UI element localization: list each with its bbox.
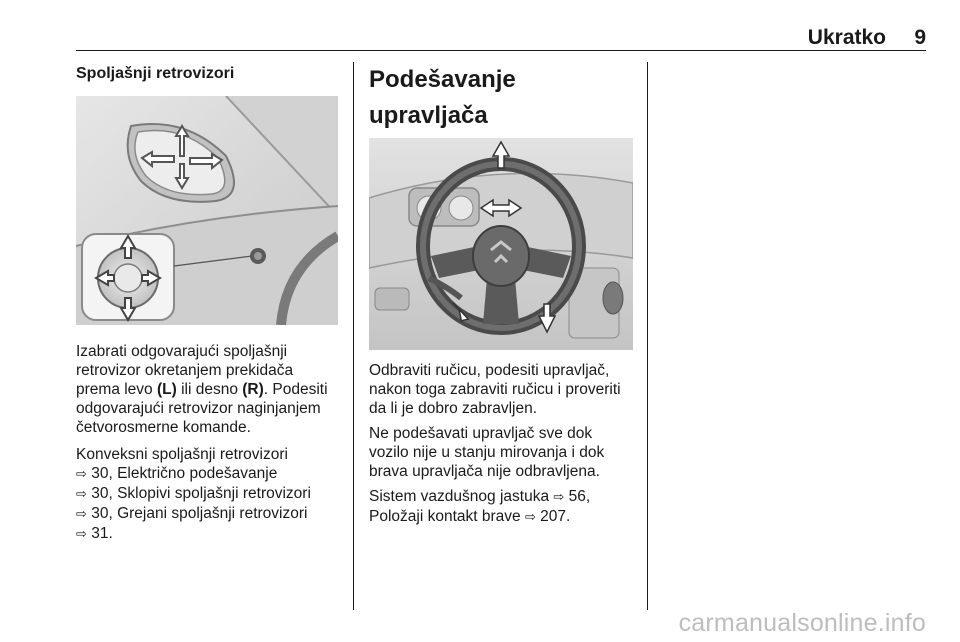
page-ref-arrow-icon: ⇨ bbox=[76, 527, 87, 542]
page-reference[interactable]: 30 bbox=[91, 465, 109, 482]
section-title: Ukratko bbox=[807, 26, 886, 49]
steering-heading: Podešavanje upravljača bbox=[369, 66, 516, 129]
page-number: 9 bbox=[914, 26, 926, 49]
page-reference[interactable]: 56 bbox=[568, 488, 586, 505]
reference-label: , Grejani spoljašnji retrovizori bbox=[108, 505, 308, 522]
page-ref-arrow-icon: ⇨ bbox=[76, 467, 87, 482]
text-segment: . bbox=[566, 508, 571, 525]
page-ref-arrow-icon: ⇨ bbox=[76, 507, 87, 522]
page-ref-arrow-icon: ⇨ bbox=[524, 510, 536, 525]
reference-label: , Električno podešavanje bbox=[108, 465, 278, 482]
reference-label: Položaji kontakt brave bbox=[369, 508, 525, 525]
page-reference[interactable]: 31 bbox=[91, 525, 109, 542]
right-key-label: (R) bbox=[242, 381, 264, 398]
text-segment: Izabrati odgovarajući spoljašnji retrovizor okretanjem prekidača prema levo bbox=[76, 343, 294, 398]
watermark: carmanualsonline.info bbox=[678, 609, 926, 637]
mirror-instructions bbox=[76, 342, 338, 437]
page-header bbox=[76, 24, 926, 51]
page-ref-arrow-icon: ⇨ bbox=[553, 490, 565, 505]
mirror-references bbox=[76, 445, 338, 544]
steering-references bbox=[369, 487, 633, 527]
steering-instructions: Odbraviti ručicu, podesiti upravljač, nakon toga zabraviti ručicu i proveriti da li je dobro zabravljen. bbox=[369, 362, 621, 417]
steering-column bbox=[369, 62, 633, 527]
reference-label: Sistem vazdušnog jastuka bbox=[369, 488, 554, 505]
text-segment: , bbox=[585, 488, 591, 505]
reference-label: , Sklopivi spoljašnji retrovizori bbox=[108, 485, 311, 502]
column-divider bbox=[647, 62, 648, 610]
text-segment: ili desno bbox=[176, 381, 243, 398]
reference-intro: Konveksni spoljašnji retrovizori bbox=[76, 446, 288, 463]
mirrors-heading: Spoljašnji retrovizori bbox=[76, 65, 235, 82]
mirrors-column bbox=[76, 62, 338, 544]
page-reference[interactable]: 30 bbox=[91, 485, 109, 502]
reference-label: . bbox=[108, 525, 113, 542]
steering-wheel-illustration bbox=[369, 138, 633, 350]
steering-warning: Ne podešavati upravljač sve dok vozilo nije u stanju mirovanja i dok brava upravljača nije odbravljena. bbox=[369, 425, 605, 480]
column-divider bbox=[353, 62, 354, 610]
page-reference[interactable]: 30 bbox=[91, 505, 109, 522]
page-ref-arrow-icon: ⇨ bbox=[76, 487, 87, 502]
mirror-control-illustration bbox=[76, 96, 338, 325]
text-segment: . Podesiti odgovarajući retrovizor naginjanjem četvorosmerne komande. bbox=[76, 381, 328, 436]
page-reference[interactable]: 207 bbox=[540, 508, 567, 525]
left-key-label: (L) bbox=[156, 381, 177, 398]
